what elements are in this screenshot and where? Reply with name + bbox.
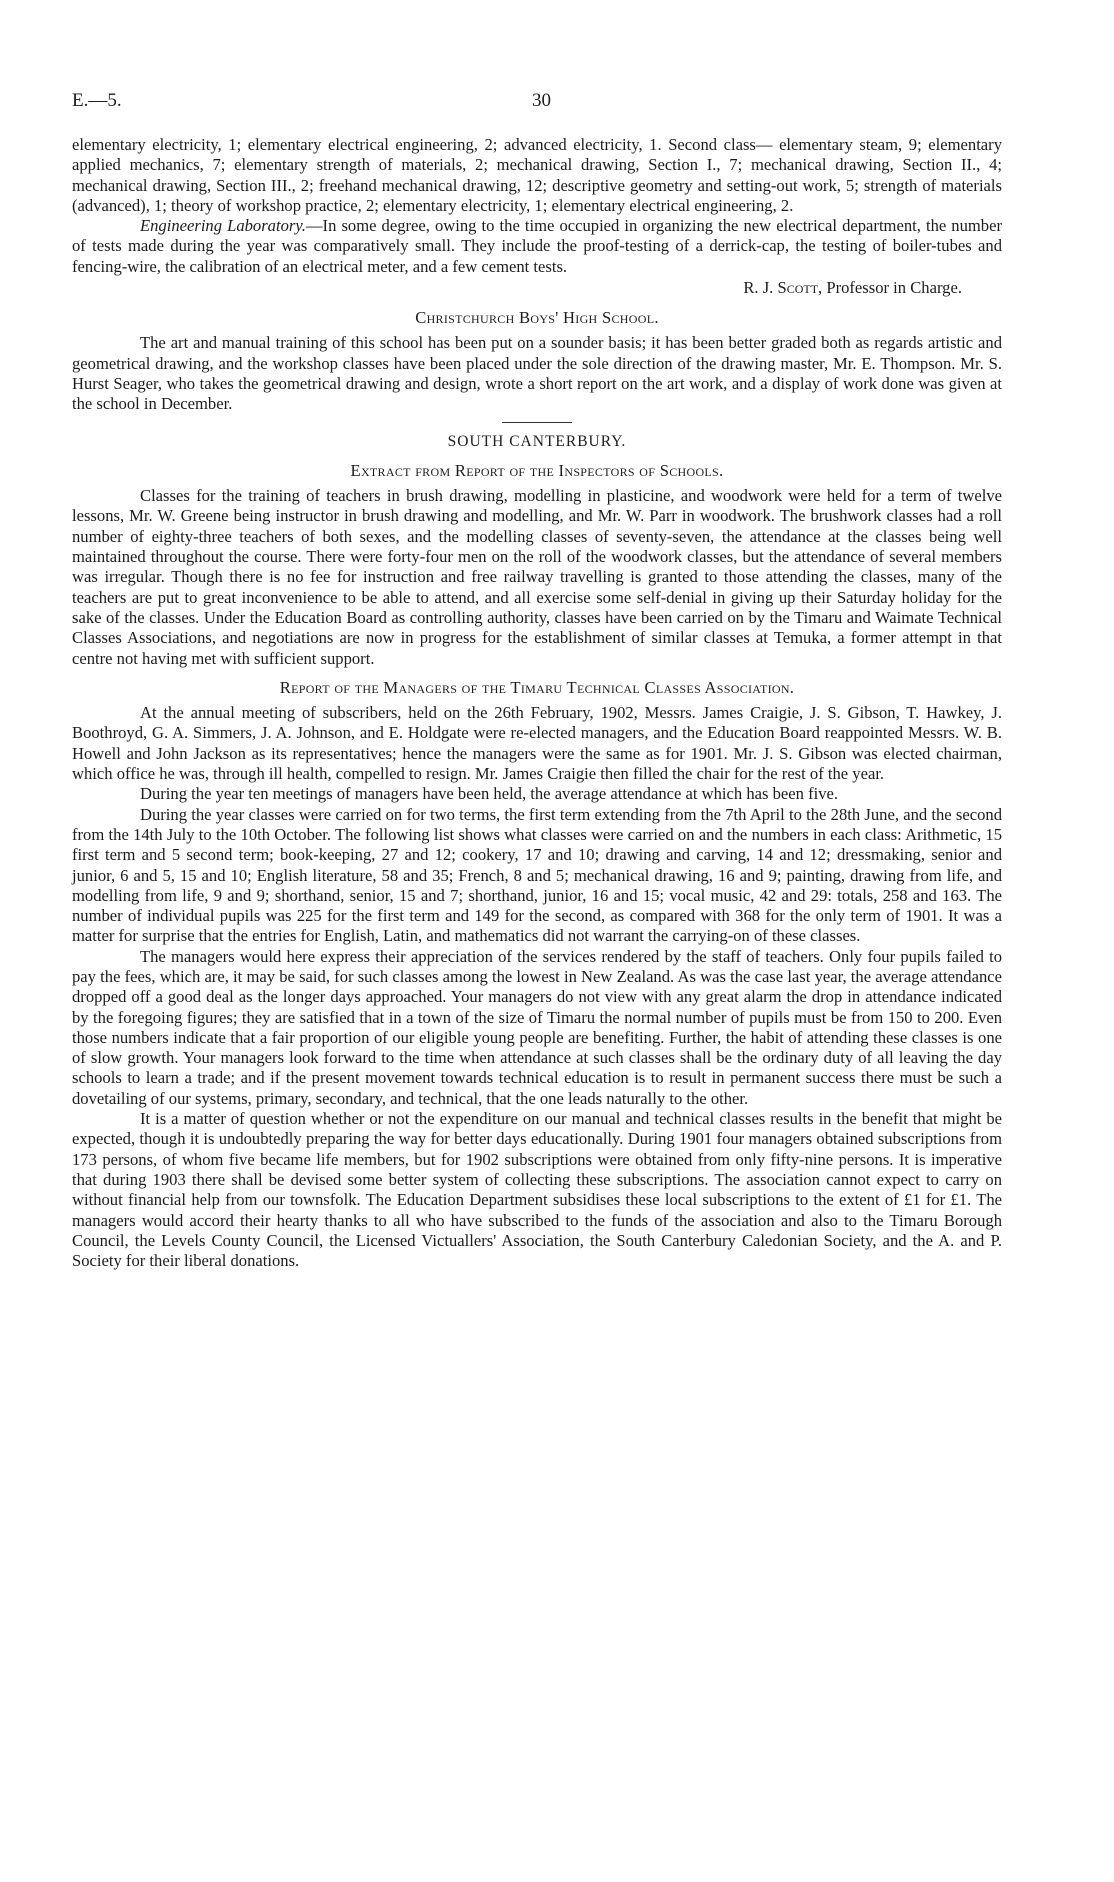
south-canterbury-heading: SOUTH CANTERBURY. bbox=[447, 432, 627, 450]
report-reference: E.—5. bbox=[72, 90, 122, 111]
signature-name: Scott bbox=[777, 278, 819, 298]
continuation-paragraph: elementary electricity, 1; elementary electrical engineering, 2; advanced electricity, 1. Second class— elementary steam, 9; elementary applied mechanics, 7; elementary strength of materials, 2; mechanical drawing, Section I., 7; mechanical drawing, Section II., 4; mechanical drawing, Section III., 2; freehand mechanical drawing, 12; descriptive geometry and setting-out work, 5; strength of materials (advanced), 1; theory of workshop practice, 2; elementary electricity, 1; elementary electrical engineering, 2. bbox=[72, 135, 1002, 215]
christchurch-heading: Christchurch Boys' High School. bbox=[415, 308, 659, 328]
timaru-paragraph-3: During the year classes were carried on for two terms, the first term extending from the 7th April to the 28th June, and the second from the 14th July to the 10th October. The following list shows what classes were carried on and the numbers in each class: Arithmetic, 15 first term and 5 second term; book-keeping, 27 and 12; cookery, 17 and 10; drawing and carving, 14 and 12; dressmaking, senior and junior, 6 and 5, 15 and 10; English literature, 58 and 35; French, 8 and 5; mechanical drawing, 16 and 9; painting, drawing from life, and modelling from life, 9 and 9; shorthand, senior, 15 and 7; shorthand, junior, 16 and 15; vocal music, 42 and 29: totals, 258 and 163. The number of individual pupils was 225 for the first term and 149 for the second, as compared with 368 for the only term of 1901. It was a matter for surprise that the entries for English, Latin, and mathematics did not warrant the carrying-on of these classes. bbox=[72, 804, 1002, 946]
page-number: 30 bbox=[532, 90, 551, 111]
christchurch-paragraph: The art and manual training of this school has been put on a sounder basis; it has been better graded both as regards artistic and geometrical drawing, and the workshop classes have been placed under the sole direction of the drawing master, Mr. E. Thompson. Mr. S. Hurst Seager, who takes the geometrical drawing and design, wrote a short report on the art work, and a display of work done was given at the school in December. bbox=[72, 333, 1002, 414]
signature-title: , Professor in Charge. bbox=[818, 278, 962, 298]
signature-initials: R. J. bbox=[743, 278, 774, 298]
engineering-laboratory-text: —In some degree, owing to the time occupied in organizing the new electrical department, the number of tests made during the year was comparatively small. They include the proof-testing of a derrick-cap, the testing of boiler-tubes and fencing-wire, the calibration of an electrical meter, and a few cement tests. bbox=[72, 216, 1002, 276]
timaru-paragraph-5: It is a matter of question whether or not the expenditure on our manual and technical classes results in the benefit that might be expected, though it is undoubtedly preparing the way for better days educationally. During 1901 four managers obtained subscriptions from 173 persons, of whom five became life members, but for 1902 subscriptions were obtained from only fifty-nine persons. It is imperative that during 1903 there shall be devised some better system of collecting these subscriptions. The association cannot expect to carry on without financial help from our townsfolk. The Education Department subsidises these local subscriptions to the extent of £1 for £1. The managers would accord their hearty thanks to all who have subscribed to the funds of the association and also to the Timaru Borough Council, the Levels County Council, the Licensed Victuallers' Association, the South Canterbury Caledonian Society, and the A. and P. Society for their liberal donations. bbox=[72, 1109, 1002, 1271]
inspectors-report-paragraph: Classes for the training of teachers in brush drawing, modelling in plasticine, and woodwork were held for a term of twelve lessons, Mr. W. Greene being instructor in brush drawing and modelling, and Mr. W. Parr in woodwork. The brushwork classes had a roll number of eighty-three teachers of both sexes, and the modelling classes of seventy-seven, the attendance at the classes being well maintained throughout the course. There were forty-four men on the roll of the woodwork classes, but the attendance of several members was irregular. Though there is no fee for instruction and free railway travelling is granted to those attending the classes, many of the teachers are put to great inconvenience to be able to attend, and all exercise some self-denial in giving up their Saturday holiday for the sake of the classes. Under the Education Board as controlling authority, classes have been carried on by the Timaru and Waimate Technical Classes Associations, and negotiations are now in progress for the establishment of similar classes at Temuka, a former attempt in that centre not having met with sufficient support. bbox=[72, 486, 1002, 668]
timaru-paragraph-2: During the year ten meetings of managers have been held, the average attendance at which has been five. bbox=[140, 784, 839, 804]
page-body bbox=[72, 135, 1002, 1271]
signature bbox=[72, 277, 962, 299]
timaru-paragraph-4: The managers would here express their appreciation of the services rendered by the staff of teachers. Only four pupils failed to pay the fees, which are, it may be said, for such classes among the lowest in New Zealand. As was the case last year, the average attendance dropped off a good deal as the longer days approached. Your managers do not view with any great alarm the drop in attendance indicated by the foregoing figures; they are satisfied that in a town of the size of Timaru the normal number of pupils must be from 150 to 200. Even those numbers indicate that a fair proportion of our eligible young people are benefiting. Further, the habit of attending these classes is one of slow growth. Your managers look forward to the time when attendance at such classes shall be the ordinary duty of all leaving the day schools to learn a trade; and if the present movement towards technical education is to result in permanent success there must be such a dovetailing of our systems, primary, secondary, and technical, that the one leads naturally to the other. bbox=[72, 946, 1002, 1108]
section-divider bbox=[502, 422, 572, 423]
engineering-laboratory-paragraph bbox=[72, 216, 1002, 277]
page-header bbox=[72, 90, 1002, 114]
inspectors-report-heading: Extract from Report of the Inspectors of Schools. bbox=[350, 460, 724, 480]
timaru-report-heading: Report of the Managers of the Timaru Technical Classes Association. bbox=[279, 677, 795, 697]
timaru-paragraph-1: At the annual meeting of subscribers, held on the 26th February, 1902, Messrs. James Craigie, J. S. Gibson, T. Hawkey, J. Boothroyd, G. A. Simmers, J. A. Johnson, and E. Holdgate were re-elected managers, and the Education Board reappointed Messrs. W. B. Howell and John Jackson as its representatives; hence the managers were the same as for 1901. Mr. J. S. Gibson was elected chairman, which office he was, through ill health, compelled to resign. Mr. James Craigie then filled the chair for the rest of the year. bbox=[72, 703, 1002, 784]
engineering-laboratory-title: Engineering Laboratory. bbox=[140, 216, 306, 236]
